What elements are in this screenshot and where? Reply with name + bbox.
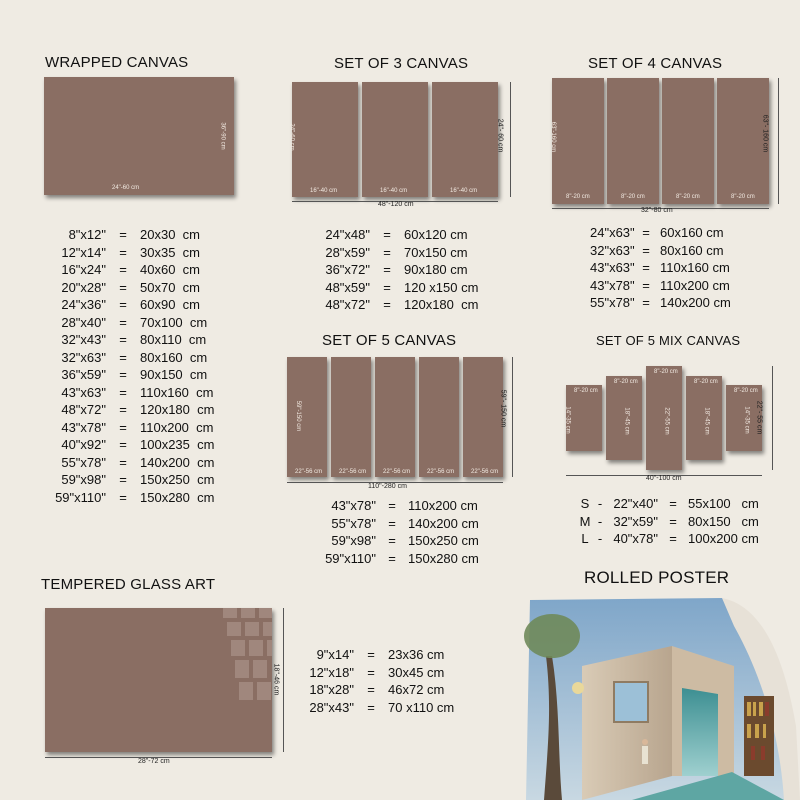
set5-title: SET OF 5 CANVAS (322, 332, 457, 349)
rolled-poster-image (522, 596, 800, 800)
set5-panel-height-label: 59"-150 cm (295, 400, 302, 432)
glass-panel (45, 608, 272, 752)
equals-sign: = (383, 227, 391, 242)
size-inches: 43"x63" (590, 260, 635, 275)
glass-reflection-grid (45, 608, 272, 752)
equals-sign: = (119, 437, 127, 452)
size-inches: 24"x36" (61, 297, 106, 312)
wrapped-canvas-panel (44, 77, 234, 195)
size-cm: 110x160 cm (140, 384, 214, 400)
equals-sign: = (119, 402, 127, 417)
equals-sign: = (119, 454, 127, 470)
set5-panel-label: 22"-56 cm (339, 469, 367, 475)
equals-sign: = (642, 225, 650, 240)
size-row (318, 550, 479, 568)
wrapped-size-list (54, 226, 214, 506)
set4-panel-label: 8"-20 cm (566, 194, 590, 200)
size-cm: 140x200 cm (140, 454, 215, 470)
equals-sign: = (119, 297, 127, 312)
equals-sign: = (119, 489, 127, 505)
set3-panel-height-label: 24"-60 cm (288, 123, 295, 151)
equals-sign: = (367, 699, 375, 715)
equals-sign: = (119, 227, 127, 242)
size-row (304, 681, 454, 699)
size-inches: 55"x78" (331, 515, 376, 531)
size-inches: 32"x43" (61, 332, 106, 347)
size-cm: 55x100 cm (688, 496, 759, 511)
size-cm: 100x200 cm (688, 531, 759, 546)
size-cm: 110x160 cm (660, 260, 730, 275)
size-row (590, 294, 731, 312)
equals-sign: = (388, 515, 396, 531)
size-row (318, 515, 479, 533)
size-cm: 23x36 cm (388, 647, 445, 662)
set5-panel (419, 357, 459, 477)
size-inches: 8"x12" (68, 227, 106, 242)
size-inches: 55"x78" (590, 295, 635, 310)
size-inches: 48"x72" (325, 297, 370, 312)
size-cm: 40x60 cm (140, 262, 200, 277)
mix-panel (686, 376, 722, 460)
size-inches: 43"x78" (61, 419, 106, 435)
mix-top-label: 8"-20 cm (694, 379, 718, 385)
set3-height-line (510, 82, 511, 197)
set3-panel (362, 82, 428, 197)
size-inches: 28"x59" (325, 244, 370, 260)
equals-sign: = (119, 419, 127, 435)
equals-sign: = (669, 496, 677, 511)
set3-panel-label: 16"-40 cm (450, 188, 478, 194)
size-row (54, 471, 214, 489)
size-row (318, 244, 478, 262)
size-inches: 36"x59" (61, 367, 106, 382)
mix-top-label: 8"-20 cm (734, 388, 758, 394)
size-row (578, 513, 759, 531)
glass-height-label: 18"-46 cm (272, 663, 280, 696)
size-cm: 50x70 cm (140, 279, 200, 295)
set4-size-list (590, 224, 731, 312)
size-cm: 30x45 cm (388, 664, 445, 680)
equals-sign: = (383, 297, 391, 312)
equals-sign: = (642, 295, 650, 310)
size-cm: 120 x150 cm (404, 279, 479, 295)
glass-width-label: 28"-72 cm (138, 758, 170, 765)
glass-height-line (283, 608, 284, 752)
size-cm: 80x110 cm (140, 332, 207, 347)
size-cm: 110x200 cm (660, 277, 730, 293)
mix-panel (606, 376, 642, 460)
set3-total-width-label: 48"-120 cm (378, 201, 414, 208)
size-cm: 100x235 cm (140, 437, 215, 452)
size-inches: 24"x48" (325, 227, 370, 242)
set3-panel (432, 82, 498, 197)
size-row (54, 419, 214, 437)
poster-title: ROLLED POSTER (584, 568, 730, 587)
set4-total-height-label: 63"- 160 cm (761, 114, 769, 153)
size-inches: 18"x28" (309, 682, 354, 697)
size-row (54, 454, 214, 472)
size-cm: 70 x110 cm (388, 699, 455, 715)
size-inches: 22"x40" (613, 496, 658, 511)
size-row (318, 279, 478, 297)
dash-separator: - (597, 513, 603, 529)
size-inches: 48"x72" (61, 402, 106, 417)
size-cm: 120x180 cm (140, 402, 215, 417)
size-inches: 40"x78" (613, 531, 658, 546)
equals-sign: = (119, 472, 127, 487)
dash-separator: - (597, 496, 603, 511)
equals-sign: = (642, 260, 650, 275)
size-row (318, 226, 478, 244)
size-cm: 30x35 cm (140, 244, 200, 260)
size-inches: 59"x110" (325, 550, 376, 566)
set3-panel-label: 16"-40 cm (310, 188, 338, 194)
mix-side-label: 22"-55 cm (663, 407, 670, 435)
equals-sign: = (642, 242, 650, 258)
set5-panel (375, 357, 415, 477)
set5-total-height-label: 59"- 150 cm (499, 389, 507, 428)
size-cm: 70x100 cm (140, 314, 208, 330)
mix-size-list (578, 495, 759, 548)
mix-top-label: 8"-20 cm (614, 379, 638, 385)
equals-sign: = (388, 533, 396, 548)
size-row (578, 495, 759, 513)
mix-height-line (772, 366, 773, 470)
mix-top-label: 8"-20 cm (654, 369, 678, 375)
size-cm: 60x120 cm (404, 227, 468, 242)
size-inches: 12"x18" (309, 664, 354, 680)
equals-sign: = (119, 279, 127, 295)
size-row (54, 244, 214, 262)
set4-height-line (778, 78, 779, 204)
size-cm: 140x200 cm (660, 295, 731, 310)
size-cm: 20x30 cm (140, 227, 200, 242)
size-inches: 59"x98" (61, 472, 106, 487)
set3-panel-label: 16"-40 cm (380, 188, 408, 194)
size-code: M (579, 513, 591, 529)
set4-panel-label: 8"-20 cm (621, 194, 645, 200)
mix-panel (566, 385, 602, 451)
equals-sign: = (388, 550, 396, 566)
size-cm: 90x150 cm (140, 367, 208, 382)
mix-side-label: 18"-45 cm (703, 407, 710, 435)
size-inches: 55"x78" (61, 454, 106, 470)
size-row (54, 436, 214, 454)
size-inches: 12"x14" (61, 244, 106, 260)
equals-sign: = (119, 367, 127, 382)
size-inches: 43"x63" (61, 384, 106, 400)
equals-sign: = (669, 531, 677, 546)
set3-total-height-label: 24"- 60 cm (496, 118, 504, 153)
size-inches: 20"x28" (61, 279, 106, 295)
set4-panel (662, 78, 714, 204)
equals-sign: = (119, 332, 127, 347)
wrapped-width-label: 24"-60 cm (112, 185, 140, 191)
size-row (54, 489, 214, 507)
size-cm: 110x200 cm (140, 419, 214, 435)
size-inches: 43"x78" (331, 498, 376, 513)
mix-top-label: 8"-20 cm (574, 388, 598, 394)
size-cm: 90x180 cm (404, 262, 468, 277)
equals-sign: = (119, 384, 127, 400)
size-inches: 28"x40" (61, 314, 106, 330)
size-row (318, 532, 479, 550)
size-code: L (581, 531, 589, 546)
size-cm: 80x150 cm (688, 513, 759, 529)
equals-sign: = (367, 647, 375, 662)
mix-total-width-label: 40"-100 cm (646, 475, 682, 482)
size-row (304, 664, 454, 682)
equals-sign: = (367, 682, 375, 697)
size-inches: 32"x59" (613, 513, 658, 529)
set5-panel (287, 357, 327, 477)
set4-panel (552, 78, 604, 204)
size-inches: 59"x98" (331, 533, 376, 548)
size-inches: 32"x63" (590, 242, 635, 258)
set5-panel (463, 357, 503, 477)
size-row (590, 277, 731, 295)
glass-size-list (304, 646, 454, 716)
size-inches: 9"x14" (316, 647, 354, 662)
equals-sign: = (669, 513, 677, 529)
wrapped-canvas-title: WRAPPED CANVAS (45, 54, 189, 71)
size-cm: 60x160 cm (660, 225, 724, 240)
size-cm: 46x72 cm (388, 682, 445, 697)
set5-panel-label: 22"-56 cm (427, 469, 455, 475)
set4-panel-label: 8"-20 cm (676, 194, 700, 200)
set4-panel (607, 78, 659, 204)
wrapped-height-label: 36"-90 cm (219, 122, 226, 150)
size-row (54, 401, 214, 419)
size-row (578, 530, 759, 548)
size-row (54, 331, 214, 349)
mix-side-label: 18"-45 cm (623, 407, 630, 435)
set4-panel-label: 8"-20 cm (731, 194, 755, 200)
glass-title: TEMPERED GLASS ART (41, 576, 216, 593)
equals-sign: = (383, 244, 391, 260)
size-inches: 48"x59" (325, 279, 370, 295)
size-cm: 140x200 cm (408, 515, 479, 531)
set4-total-width-label: 32"-80 cm (641, 207, 673, 214)
size-inches: 43"x78" (590, 277, 635, 293)
size-cm: 80x160 cm (140, 349, 208, 365)
size-row (54, 366, 214, 384)
set4-title: SET OF 4 CANVAS (588, 55, 723, 72)
set5-height-line (512, 357, 513, 477)
mix-title: SET OF 5 MIX CANVAS (596, 333, 741, 348)
set5-panel-label: 22"-56 cm (383, 469, 411, 475)
size-inches: 40"x92" (61, 437, 106, 452)
set5-panel-label: 22"-56 cm (295, 469, 323, 475)
size-inches: 24"x63" (590, 225, 635, 240)
equals-sign: = (642, 277, 650, 293)
size-cm: 150x250 cm (140, 472, 215, 487)
size-cm: 150x280 cm (408, 550, 479, 566)
mix-side-label: 14"-35 cm (564, 406, 571, 434)
size-inches: 16"x24" (61, 262, 106, 277)
mix-total-height-label: 22"- 55 cm (755, 400, 763, 435)
size-inches: 28"x43" (309, 699, 354, 715)
size-row (304, 699, 454, 717)
size-inches: 59"x110" (55, 489, 106, 505)
dash-separator: - (597, 531, 603, 546)
size-code: S (580, 496, 590, 511)
size-cm: 60x90 cm (140, 297, 200, 312)
size-inches: 36"x72" (325, 262, 370, 277)
size-cm: 150x280 cm (140, 489, 215, 505)
size-row (318, 296, 478, 314)
size-cm: 150x250 cm (408, 533, 479, 548)
size-row (54, 314, 214, 332)
size-row (54, 261, 214, 279)
set5-size-list (318, 497, 479, 567)
equals-sign: = (119, 349, 127, 365)
set3-panel (288, 82, 358, 197)
equals-sign: = (383, 262, 391, 277)
equals-sign: = (367, 664, 375, 680)
set4-panel-height-label: 63"-160 cm (550, 121, 557, 153)
set5-total-width-label: 110"-280 cm (368, 483, 407, 490)
size-row (304, 646, 454, 664)
size-row (590, 242, 731, 260)
size-cm: 80x160 cm (660, 242, 724, 258)
mix-panel (646, 366, 682, 470)
set5-panel (331, 357, 371, 477)
size-cm: 120x180 cm (404, 297, 479, 312)
size-row (590, 259, 731, 277)
size-cm: 70x150 cm (404, 244, 468, 260)
size-row (54, 349, 214, 367)
size-row (54, 226, 214, 244)
size-row (54, 279, 214, 297)
size-row (318, 497, 479, 515)
size-row (54, 384, 214, 402)
equals-sign: = (119, 314, 127, 330)
size-inches: 32"x63" (61, 349, 106, 365)
set3-title: SET OF 3 CANVAS (334, 55, 469, 72)
equals-sign: = (383, 279, 391, 295)
set5-panel-label: 22"-56 cm (471, 469, 499, 475)
set3-size-list (318, 226, 478, 314)
equals-sign: = (388, 498, 396, 513)
size-row (318, 261, 478, 279)
equals-sign: = (119, 262, 127, 277)
size-cm: 110x200 cm (408, 498, 478, 513)
size-row (590, 224, 731, 242)
size-row (54, 296, 214, 314)
equals-sign: = (119, 244, 127, 260)
mix-side-label: 14"-35 cm (743, 406, 750, 434)
